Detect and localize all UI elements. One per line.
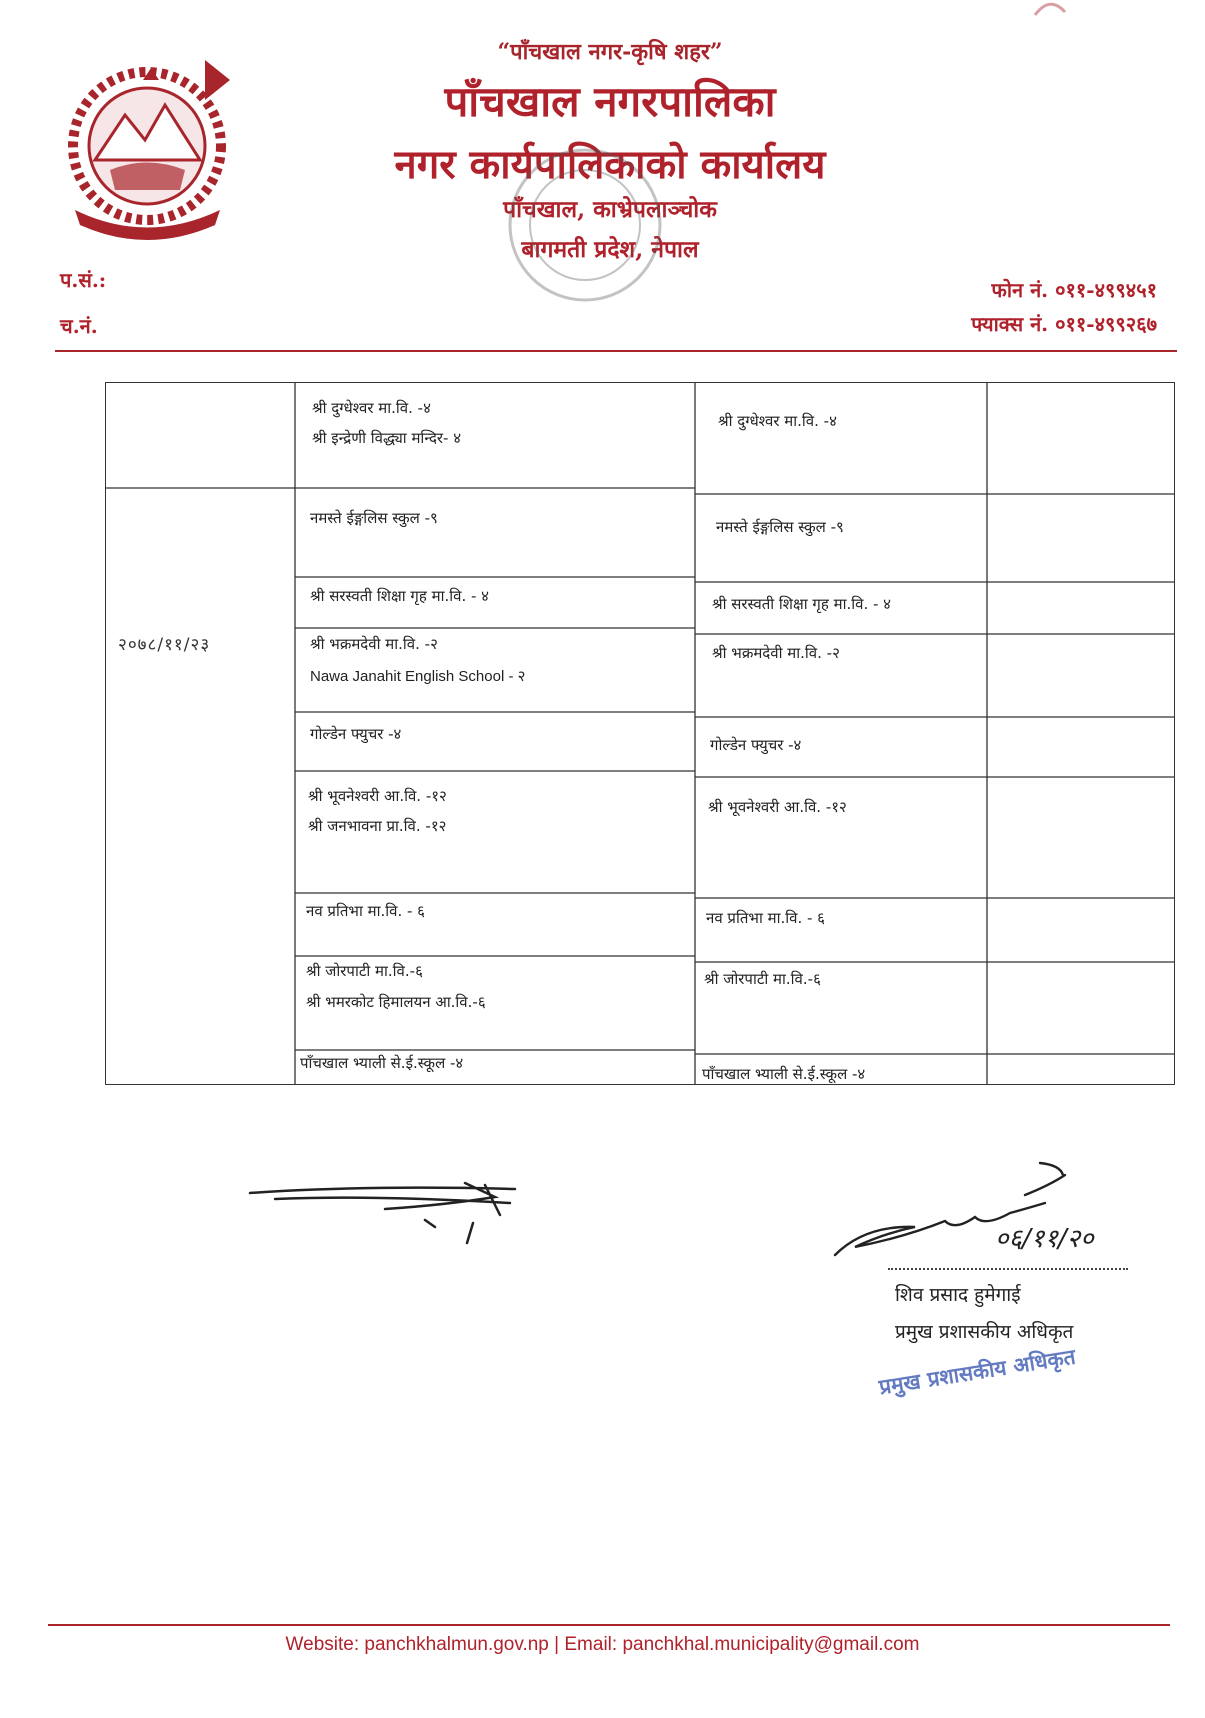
motto: “पाँचखाल नगर-कृषि शहर”	[497, 39, 723, 65]
address-line-2: बागमती प्रदेश, नेपाल	[521, 236, 699, 263]
table-cell: श्री भमरकोट हिमालयन आ.वि.-६	[306, 993, 486, 1011]
date-cell: २०७८/११/२३	[118, 635, 211, 655]
signature-date: ०६/११/२०	[995, 1224, 1094, 1254]
dispatch-number-label: च.नं.	[60, 314, 98, 338]
table-cell: नव प्रतिभा मा.वि. - ६	[706, 909, 825, 927]
table-cell: श्री भक्रमदेवी मा.वि. -२	[712, 644, 840, 662]
nepal-emblem-icon	[55, 60, 245, 240]
table-grid-lines	[105, 382, 1175, 1085]
signer-title: प्रमुख प्रशासकीय अधिकृत	[895, 1321, 1074, 1343]
table-cell: श्री सरस्वती शिक्षा गृह मा.वि. - ४	[712, 595, 891, 613]
table-cell: पाँचखाल भ्याली से.ई.स्कूल -४	[702, 1065, 866, 1083]
corner-mark-icon	[1030, 0, 1070, 20]
office-seal-icon	[500, 140, 670, 310]
table-cell: श्री सरस्वती शिक्षा गृह मा.वि. - ४	[310, 587, 489, 605]
officer-signature	[825, 1155, 1125, 1265]
footer-divider	[48, 1624, 1170, 1626]
signer-name: शिव प्रसाद हुमेगाई	[895, 1284, 1021, 1306]
table-cell: गोल्डेन फ्युचर -४	[310, 725, 402, 743]
designation-stamp: प्रमुख प्रशासकीय अधिकृत	[877, 1344, 1078, 1400]
initial-signature	[245, 1175, 535, 1245]
phone-number: फोन नं. ०११-४९९४५१	[991, 278, 1157, 302]
table-cell: श्री भूवनेश्वरी आ.वि. -१२	[308, 787, 447, 805]
table-cell: श्री जोरपाटी मा.वि.-६	[704, 970, 821, 988]
table-cell: श्री जनभावना प्रा.वि. -१२	[308, 817, 447, 835]
table-cell: पाँचखाल भ्याली से.ई.स्कूल -४	[300, 1054, 464, 1072]
table-cell: श्री इन्द्रेणी विद्ध्या मन्दिर- ४	[312, 429, 462, 447]
table-cell: नव प्रतिभा मा.वि. - ६	[306, 902, 425, 920]
table-cell: श्री दुग्धेश्वर मा.वि. -४	[312, 399, 431, 417]
fax-number: फ्याक्स नं. ०११-४९९२६७	[971, 312, 1157, 336]
table-cell: श्री दुग्धेश्वर मा.वि. -४	[718, 412, 837, 430]
ref-number-label: प.सं.:	[60, 268, 107, 292]
office-name: नगर कार्यपालिकाको कार्यालय	[394, 141, 826, 188]
signature-line	[888, 1268, 1128, 1270]
org-name: पाँचखाल नगरपालिका	[444, 77, 776, 126]
table-cell: नमस्ते ईङ्गलिस स्कुल -९	[310, 509, 438, 527]
table-cell: श्री जोरपाटी मा.वि.-६	[306, 962, 423, 980]
address-line-1: पाँचखाल, काभ्रेपलाञ्चोक	[503, 196, 717, 223]
footer-contact: Website: panchkhalmun.gov.np | Email: panchkhal.municipality@gmail.com	[285, 1634, 920, 1655]
table-cell: श्री भूवनेश्वरी आ.वि. -१२	[708, 798, 847, 816]
table-cell: नमस्ते ईङ्गलिस स्कुल -९	[716, 518, 844, 536]
header-divider	[55, 350, 1177, 352]
table-cell: गोल्डेन फ्युचर -४	[710, 736, 802, 754]
table-cell: श्री भक्रमदेवी मा.वि. -२	[310, 635, 438, 653]
table-cell: Nawa Janahit English School - २	[310, 668, 526, 685]
